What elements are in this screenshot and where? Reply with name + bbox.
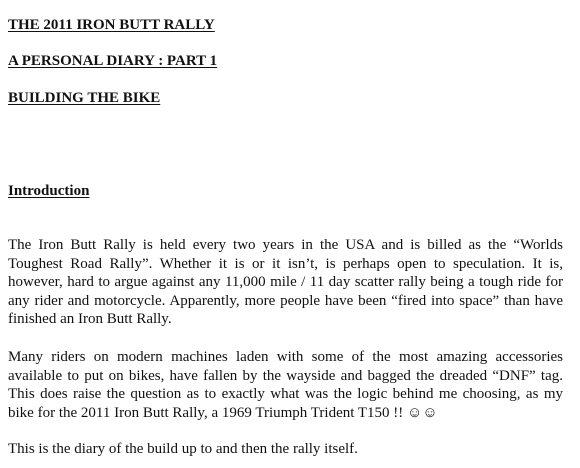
section-heading-introduction: Introduction (8, 183, 90, 199)
intro-paragraph-3: This is the diary of the build up to and then the rally itself. (8, 441, 358, 457)
title-line-2: A PERSONAL DIARY : PART 1 (8, 53, 218, 69)
intro-paragraph-1: The Iron Butt Rally is held every two years in the USA and is billed as the “Worlds Toughest Road Rally”. Whether it is or it isn’t, is perhaps open to speculation. It is, however, hard to argue against any 11,000 mile / 11 day scatter rally being a tough ride for any rider and motorcycle. Apparently, more people have been “fired into space” than have finished an Iron Butt Rally. (8, 237, 563, 328)
intro-paragraph-2: Many riders on modern machines laden with some of the most amazing accessories available to put on bikes, have fallen by the wayside and bagged the dreaded “DNF” tag. This does raise the question as to exactly what was the logic behind me choosing, as my bike for the 2011 Iron Butt Rally, a 1969 Triumph Trident T150 !! ☺☺ (8, 349, 563, 421)
title-line-1: THE 2011 IRON BUTT RALLY (8, 17, 215, 33)
title-line-3: BUILDING THE BIKE (8, 90, 161, 106)
